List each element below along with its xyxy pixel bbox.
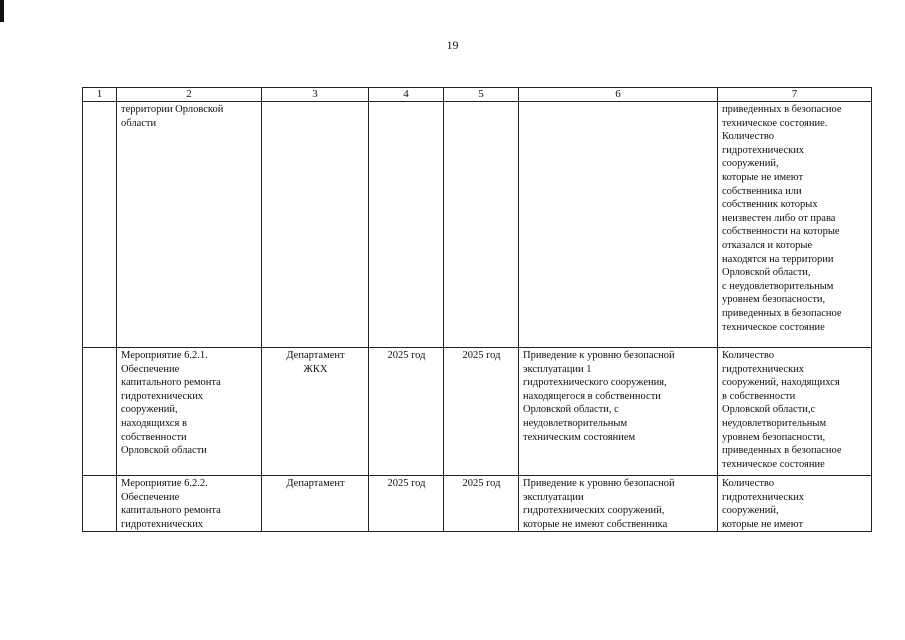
cell-text-line: которые не имеют [722,518,804,530]
column-header: 6 [519,88,718,102]
cell-text-line: отказался и которые [722,239,813,251]
cell-text-line: сооружений, [722,158,779,170]
cell-text-line: капитального ремонта [121,505,221,517]
cell-text-line: уровнем безопасности, [722,294,826,306]
cell-text-line: Обеспечение [121,491,180,503]
cell-text-line: которые не имеют [722,171,804,183]
table-cell-col-7 [718,476,872,532]
cell-text-line: сооружений, [722,505,779,517]
cell-text-line: гидротехнических [722,363,805,375]
cell-text-line: уровнем безопасности, [722,431,826,443]
scan-edge-mark [0,0,4,22]
table-cell-col-5 [444,476,519,532]
cell-text-line: неизвестен либо от права [722,212,836,224]
column-header: 7 [718,88,872,102]
cell-text-line: которые не имеют собственника [523,518,668,530]
cell-text-line: в собственности [722,390,796,402]
table-cell-col-7 [718,348,872,476]
cell-text-line: техническое состояние [722,321,825,333]
cell-text-line: неудовлетворительным [523,417,628,429]
cell-text-line: Приведение к уровню безопасной [523,478,675,489]
cell-text-line: Мероприятие 6.2.1. [121,350,208,361]
cell-text-line: 2025 год [462,478,501,489]
table-cell-col-6 [519,102,718,348]
program-measures-table [82,87,872,532]
cell-text-line: гидротехнических [722,144,805,156]
table-cell-col-3 [262,348,369,476]
cell-text-line: Количество [722,478,775,489]
cell-text-line: гидротехнических сооружений, [523,505,665,517]
cell-text-line: Орловской области, [722,267,811,279]
cell-text-line: Мероприятие 6.2.2. [121,478,208,489]
table-cell-col-2 [117,348,262,476]
column-header: 3 [262,88,369,102]
table-cell-col-5 [444,102,519,348]
cell-text-line: Обеспечение [121,363,180,375]
cell-text-line: приведенных в безопасное [722,307,842,319]
cell-text-line: с неудовлетворительным [722,280,834,292]
cell-text-line: гидротехнического сооружения, [523,377,667,389]
cell-text-line: эксплуатации 1 [523,363,592,375]
cell-text-line: Орловской области [121,445,207,457]
column-header: 2 [117,88,262,102]
table-header-row [83,88,872,102]
cell-text-line: собственник которых [722,199,818,211]
cell-text-line: приведенных в безопасное [722,104,842,115]
cell-text-line: сооружений, [121,404,178,416]
cell-text-line: эксплуатации [523,491,584,503]
table-cell-col-3 [262,476,369,532]
cell-text-line: неудовлетворительным [722,417,827,429]
table-row [83,102,872,348]
cell-text-line: техническое состояние [722,458,825,470]
cell-text-line: гидротехнических [722,491,805,503]
table-cell-col-7 [718,102,872,348]
cell-text-line: техническим состоянием [523,431,636,443]
cell-text-line: собственности [121,431,187,443]
cell-text-line: гидротехнических [121,390,204,402]
cell-text-line: Количество [722,350,775,361]
table-cell-col-3 [262,102,369,348]
table-cell-col-6 [519,476,718,532]
cell-text-line: находящегося в собственности [523,390,661,402]
cell-text-line: находящихся в [121,417,187,429]
cell-text-line: Приведение к уровню безопасной [523,350,675,361]
column-header: 5 [444,88,519,102]
cell-text-line: Департамент [286,478,345,489]
table-row [83,348,872,476]
cell-text-line: 2025 год [387,478,426,489]
cell-text-line: капитального ремонта [121,377,221,389]
cell-text-line: области [121,117,157,129]
cell-text-line: приведенных в безопасное [722,445,842,457]
table-cell-col-2 [117,476,262,532]
cell-text-line: гидротехнических [121,518,204,530]
cell-text-line: Орловской области,с [722,404,816,416]
table-cell-col-2 [117,102,262,348]
cell-text-line: 2025 год [462,350,501,361]
column-header: 4 [369,88,444,102]
cell-text-line: собственности на которые [722,226,840,238]
cell-text-line: Орловской области, с [523,404,619,416]
table-cell-col-1 [83,348,117,476]
table-row [83,476,872,532]
table-cell-col-4 [369,102,444,348]
cell-text-line: 2025 год [387,350,426,361]
cell-text-line: ЖКХ [303,363,328,375]
cell-text-line: территории Орловской [121,104,224,115]
table-cell-col-1 [83,476,117,532]
cell-text-line: Департамент [286,350,345,361]
table-cell-col-5 [444,348,519,476]
table-cell-col-1 [83,102,117,348]
cell-text-line: Количество [722,131,775,143]
page-number: 19 [446,38,459,52]
cell-text-line: находятся на территории [722,253,834,265]
table-cell-col-4 [369,476,444,532]
cell-text-line: техническое состояние. [722,117,828,129]
cell-text-line: сооружений, находящихся [722,377,840,389]
column-header: 1 [83,88,117,102]
table-cell-col-4 [369,348,444,476]
table-cell-col-6 [519,348,718,476]
cell-text-line: собственника или [722,185,802,197]
